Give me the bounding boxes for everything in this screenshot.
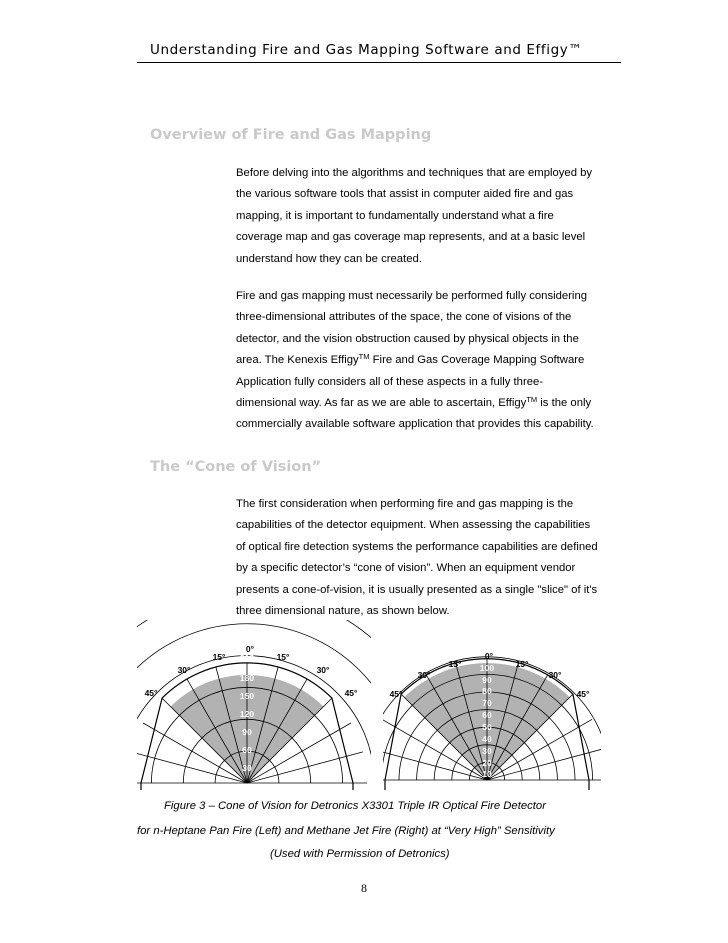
trademark-superscript: TM [526, 394, 538, 404]
text-line: of optical fire detection systems the performance capabilities are defined [236, 540, 598, 553]
range-label: 150 [239, 691, 255, 701]
range-label: 180 [239, 673, 255, 683]
range-label: 30 [242, 763, 252, 773]
range-label: 10 [482, 769, 492, 779]
section-title-cone-of-vision: The “Cone of Vision” [150, 459, 322, 475]
range-label: 50 [482, 722, 492, 732]
angle-label: 15° [515, 659, 529, 669]
text-line: mapping, it is important to fundamentally understand what a fire [236, 209, 554, 222]
text-line: Before delving into the algorithms and techniques that are employed by [236, 167, 593, 179]
overview-paragraph-2 [236, 286, 628, 436]
text-line: Fire and gas mapping must necessarily be performed fully considering [236, 290, 588, 302]
text-line: by a specific detector’s “cone of vision”. When an equipment vendor [236, 562, 576, 575]
range-label: 80 [482, 686, 492, 696]
angle-label: 30° [177, 665, 191, 675]
caption-line: Figure 3 – Cone of Vision for Detronics X3301 Triple IR Optical Fire Detector [164, 800, 546, 812]
range-label: 40 [482, 734, 492, 744]
polar-grid [137, 620, 371, 790]
text-line [236, 393, 628, 414]
range-label: 90 [242, 727, 252, 737]
text-line [236, 350, 628, 371]
page-number: 8 [361, 881, 367, 895]
text-line: commercially available software application that provides this capability. [236, 418, 594, 431]
caption-line: (Used with Permission of Detronics) [270, 848, 450, 860]
angle-label: 45° [389, 689, 403, 699]
text-line: capabilities of the detector equipment. When assessing the capabilities [236, 519, 591, 532]
text-line: three dimensional nature, as shown below. [236, 604, 450, 617]
angle-label: 30° [417, 670, 431, 680]
text-line: coverage map and gas coverage map represents, and at a basic level [236, 231, 586, 244]
angle-label: 30° [548, 670, 562, 680]
text-line: detector, and the vision obstruction caused by physical objects in the [236, 332, 579, 345]
angle-label: 30° [316, 665, 330, 675]
angle-label: 45° [344, 688, 358, 698]
text-span: is the only [537, 396, 592, 409]
range-label: 210 [239, 653, 255, 663]
angle-label: 15° [276, 652, 290, 662]
text-span: Fire and Gas Coverage Mapping Software [369, 354, 585, 367]
running-header: Understanding Fire and Gas Mapping Software and Effigy™ [150, 42, 583, 58]
angle-label: 15° [212, 652, 226, 662]
header-rule [137, 62, 621, 63]
caption-line: for n-Heptane Pan Fire (Left) and Methane Jet Fire (Right) at “Very High” Sensitivity [137, 825, 555, 837]
text-line: Application fully considers all of these aspects in a fully three- [236, 375, 544, 388]
cone-of-vision-diagram-left [137, 620, 371, 790]
angle-label: 45° [144, 688, 158, 698]
range-label: 120 [239, 709, 255, 719]
trademark-superscript: TM [358, 352, 370, 362]
angle-label: 15° [448, 659, 462, 669]
range-label: 30 [482, 746, 492, 756]
range-label: 70 [482, 698, 492, 708]
text-line: understand how they can be created. [236, 252, 422, 265]
range-label: 20 [482, 758, 492, 768]
cone-of-vision-diagram-right [383, 620, 601, 790]
text-span: area. The Kenexis Effigy [236, 354, 359, 367]
overview-paragraph-1 [236, 163, 628, 270]
range-label: 100 [479, 663, 495, 673]
text-line: three-dimensional attributes of the space, the cone of visions of the [236, 311, 572, 324]
angle-label: 45° [576, 689, 590, 699]
text-span: dimensional way. As far as we are able to ascertain, Effigy [236, 396, 527, 409]
range-label: 90 [482, 675, 492, 685]
section-title-overview: Overview of Fire and Gas Mapping [150, 127, 432, 143]
range-label: 60 [242, 745, 252, 755]
text-line: the various software tools that assist in computer aided fire and gas [236, 188, 574, 201]
angle-label: 0° [245, 644, 255, 654]
text-line: The first consideration when performing fire and gas mapping is the [236, 498, 574, 510]
angle-label: 0° [484, 651, 494, 661]
cone-paragraph [236, 494, 628, 622]
polar-grid [383, 651, 601, 790]
range-label: 60 [482, 710, 492, 720]
text-line: presents a cone-of-vision, it is usually presented as a single "slice" of it's [236, 583, 598, 596]
